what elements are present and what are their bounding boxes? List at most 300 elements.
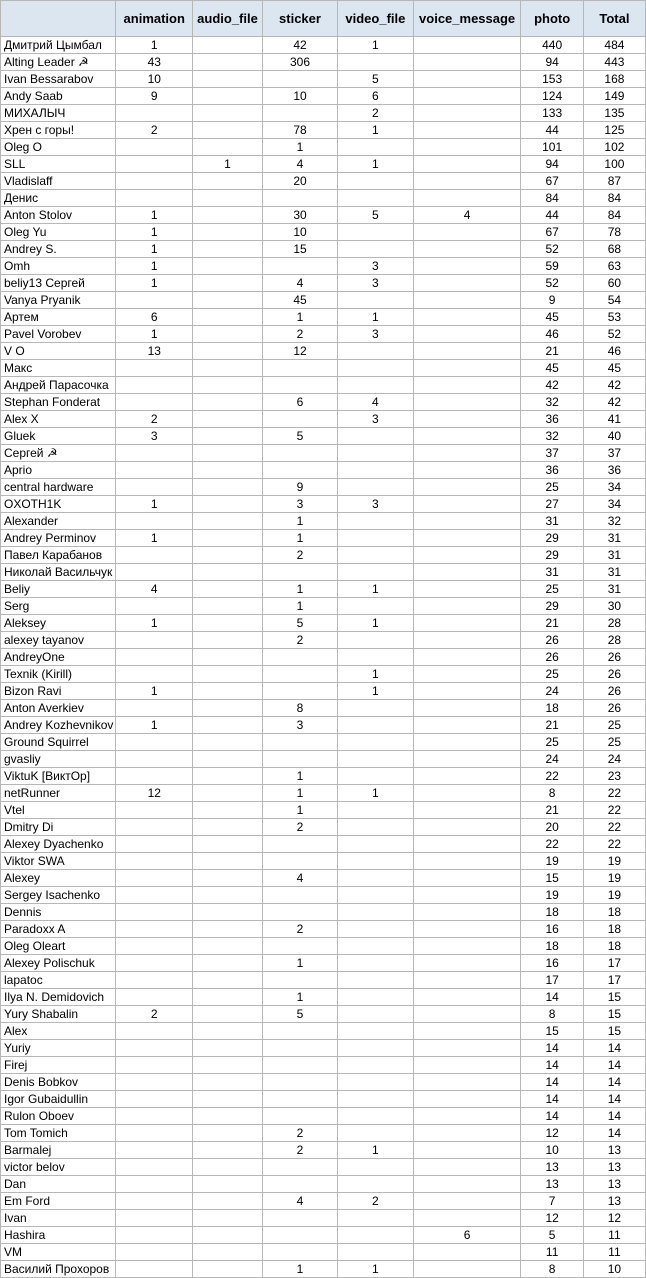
voice-message-cell[interactable]	[413, 904, 521, 921]
photo-cell[interactable]: 25	[521, 581, 583, 598]
voice-message-cell[interactable]	[413, 37, 521, 54]
user-name-cell[interactable]: Rulon Oboev	[1, 1108, 116, 1125]
video-file-cell[interactable]	[338, 479, 414, 496]
animation-cell[interactable]	[116, 292, 193, 309]
photo-cell[interactable]: 15	[521, 1023, 583, 1040]
user-name-cell[interactable]: Viktor SWA	[1, 853, 116, 870]
photo-cell[interactable]: 14	[521, 1040, 583, 1057]
photo-cell[interactable]: 153	[521, 71, 583, 88]
animation-cell[interactable]	[116, 819, 193, 836]
video-file-cell[interactable]: 3	[338, 275, 414, 292]
photo-cell[interactable]: 19	[521, 853, 583, 870]
animation-cell[interactable]: 9	[116, 88, 193, 105]
total-cell[interactable]: 22	[583, 836, 645, 853]
sticker-cell[interactable]	[262, 1210, 337, 1227]
animation-cell[interactable]	[116, 1125, 193, 1142]
animation-cell[interactable]: 2	[116, 411, 193, 428]
photo-cell[interactable]: 8	[521, 785, 583, 802]
audio-file-cell[interactable]	[193, 904, 263, 921]
sticker-cell[interactable]	[262, 1040, 337, 1057]
animation-cell[interactable]	[116, 156, 193, 173]
animation-cell[interactable]	[116, 1159, 193, 1176]
user-name-cell[interactable]: Barmalej	[1, 1142, 116, 1159]
animation-cell[interactable]: 1	[116, 224, 193, 241]
animation-cell[interactable]	[116, 1210, 193, 1227]
video-file-cell[interactable]	[338, 819, 414, 836]
total-cell[interactable]: 25	[583, 734, 645, 751]
audio-file-cell[interactable]	[193, 649, 263, 666]
voice-message-cell[interactable]	[413, 768, 521, 785]
user-name-cell[interactable]: Yuriy	[1, 1040, 116, 1057]
animation-cell[interactable]	[116, 972, 193, 989]
voice-message-cell[interactable]	[413, 462, 521, 479]
sticker-cell[interactable]	[262, 564, 337, 581]
voice-message-cell[interactable]	[413, 1244, 521, 1261]
column-header-animation[interactable]: animation	[116, 1, 193, 37]
animation-cell[interactable]	[116, 360, 193, 377]
animation-cell[interactable]	[116, 870, 193, 887]
total-cell[interactable]: 42	[583, 394, 645, 411]
sticker-cell[interactable]: 2	[262, 547, 337, 564]
total-cell[interactable]: 18	[583, 904, 645, 921]
video-file-cell[interactable]	[338, 564, 414, 581]
photo-cell[interactable]: 16	[521, 955, 583, 972]
sticker-cell[interactable]	[262, 360, 337, 377]
sticker-cell[interactable]	[262, 887, 337, 904]
voice-message-cell[interactable]	[413, 921, 521, 938]
video-file-cell[interactable]	[338, 1125, 414, 1142]
total-cell[interactable]: 14	[583, 1040, 645, 1057]
animation-cell[interactable]	[116, 598, 193, 615]
user-name-cell[interactable]: lapatoc	[1, 972, 116, 989]
voice-message-cell[interactable]	[413, 1006, 521, 1023]
animation-cell[interactable]	[116, 1142, 193, 1159]
animation-cell[interactable]	[116, 1261, 193, 1278]
voice-message-cell[interactable]	[413, 836, 521, 853]
column-header-photo[interactable]: photo	[521, 1, 583, 37]
voice-message-cell[interactable]	[413, 1159, 521, 1176]
user-name-cell[interactable]: Oleg Yu	[1, 224, 116, 241]
audio-file-cell[interactable]	[193, 394, 263, 411]
video-file-cell[interactable]	[338, 887, 414, 904]
user-name-cell[interactable]: Dennis	[1, 904, 116, 921]
video-file-cell[interactable]	[338, 1159, 414, 1176]
sticker-cell[interactable]: 3	[262, 717, 337, 734]
total-cell[interactable]: 14	[583, 1125, 645, 1142]
voice-message-cell[interactable]	[413, 258, 521, 275]
photo-cell[interactable]: 27	[521, 496, 583, 513]
user-name-cell[interactable]: beliy13 Сергей	[1, 275, 116, 292]
total-cell[interactable]: 15	[583, 1006, 645, 1023]
photo-cell[interactable]: 31	[521, 513, 583, 530]
audio-file-cell[interactable]	[193, 122, 263, 139]
animation-cell[interactable]	[116, 547, 193, 564]
photo-cell[interactable]: 19	[521, 887, 583, 904]
video-file-cell[interactable]	[338, 224, 414, 241]
user-name-cell[interactable]: Vanya Pryanik	[1, 292, 116, 309]
animation-cell[interactable]: 1	[116, 717, 193, 734]
user-name-cell[interactable]: Beliy	[1, 581, 116, 598]
photo-cell[interactable]: 67	[521, 173, 583, 190]
photo-cell[interactable]: 24	[521, 751, 583, 768]
audio-file-cell[interactable]	[193, 513, 263, 530]
audio-file-cell[interactable]	[193, 547, 263, 564]
voice-message-cell[interactable]	[413, 1142, 521, 1159]
photo-cell[interactable]: 16	[521, 921, 583, 938]
voice-message-cell[interactable]	[413, 394, 521, 411]
user-name-cell[interactable]: Firej	[1, 1057, 116, 1074]
total-cell[interactable]: 34	[583, 496, 645, 513]
user-name-cell[interactable]: Дмитрий Цымбал	[1, 37, 116, 54]
animation-cell[interactable]: 4	[116, 581, 193, 598]
sticker-cell[interactable]: 3	[262, 496, 337, 513]
sticker-cell[interactable]	[262, 751, 337, 768]
video-file-cell[interactable]	[338, 955, 414, 972]
photo-cell[interactable]: 44	[521, 122, 583, 139]
sticker-cell[interactable]: 42	[262, 37, 337, 54]
audio-file-cell[interactable]	[193, 1040, 263, 1057]
sticker-cell[interactable]	[262, 190, 337, 207]
total-cell[interactable]: 100	[583, 156, 645, 173]
voice-message-cell[interactable]	[413, 54, 521, 71]
photo-cell[interactable]: 124	[521, 88, 583, 105]
video-file-cell[interactable]: 1	[338, 615, 414, 632]
video-file-cell[interactable]	[338, 768, 414, 785]
sticker-cell[interactable]	[262, 1176, 337, 1193]
animation-cell[interactable]	[116, 904, 193, 921]
photo-cell[interactable]: 10	[521, 1142, 583, 1159]
audio-file-cell[interactable]	[193, 836, 263, 853]
animation-cell[interactable]: 2	[116, 1006, 193, 1023]
user-name-cell[interactable]: Omh	[1, 258, 116, 275]
voice-message-cell[interactable]	[413, 343, 521, 360]
total-cell[interactable]: 14	[583, 1074, 645, 1091]
animation-cell[interactable]: 1	[116, 275, 193, 292]
sticker-cell[interactable]: 20	[262, 173, 337, 190]
sticker-cell[interactable]	[262, 972, 337, 989]
audio-file-cell[interactable]	[193, 1074, 263, 1091]
voice-message-cell[interactable]	[413, 989, 521, 1006]
user-name-cell[interactable]: Ground Squirrel	[1, 734, 116, 751]
sticker-cell[interactable]: 4	[262, 1193, 337, 1210]
voice-message-cell[interactable]	[413, 700, 521, 717]
photo-cell[interactable]: 101	[521, 139, 583, 156]
video-file-cell[interactable]	[338, 1006, 414, 1023]
video-file-cell[interactable]	[338, 632, 414, 649]
photo-cell[interactable]: 8	[521, 1261, 583, 1278]
sticker-cell[interactable]	[262, 853, 337, 870]
user-name-cell[interactable]: Павел Карабанов	[1, 547, 116, 564]
user-name-cell[interactable]: Anton Stolov	[1, 207, 116, 224]
audio-file-cell[interactable]	[193, 479, 263, 496]
audio-file-cell[interactable]	[193, 1142, 263, 1159]
sticker-cell[interactable]	[262, 377, 337, 394]
sticker-cell[interactable]: 10	[262, 88, 337, 105]
sticker-cell[interactable]: 5	[262, 1006, 337, 1023]
video-file-cell[interactable]	[338, 598, 414, 615]
photo-cell[interactable]: 21	[521, 717, 583, 734]
animation-cell[interactable]: 1	[116, 530, 193, 547]
user-name-cell[interactable]: Tom Tomich	[1, 1125, 116, 1142]
audio-file-cell[interactable]	[193, 598, 263, 615]
sticker-cell[interactable]	[262, 105, 337, 122]
sticker-cell[interactable]: 78	[262, 122, 337, 139]
audio-file-cell[interactable]	[193, 1023, 263, 1040]
voice-message-cell[interactable]	[413, 785, 521, 802]
audio-file-cell[interactable]	[193, 1108, 263, 1125]
voice-message-cell[interactable]	[413, 139, 521, 156]
video-file-cell[interactable]	[338, 462, 414, 479]
photo-cell[interactable]: 45	[521, 360, 583, 377]
video-file-cell[interactable]	[338, 292, 414, 309]
user-name-cell[interactable]: Texnik (Kirill)	[1, 666, 116, 683]
voice-message-cell[interactable]	[413, 326, 521, 343]
photo-cell[interactable]: 7	[521, 1193, 583, 1210]
audio-file-cell[interactable]	[193, 241, 263, 258]
total-cell[interactable]: 34	[583, 479, 645, 496]
voice-message-cell[interactable]	[413, 479, 521, 496]
user-name-cell[interactable]: Хрен с горы!	[1, 122, 116, 139]
video-file-cell[interactable]	[338, 360, 414, 377]
animation-cell[interactable]	[116, 632, 193, 649]
total-cell[interactable]: 25	[583, 717, 645, 734]
animation-cell[interactable]: 1	[116, 241, 193, 258]
total-cell[interactable]: 28	[583, 632, 645, 649]
audio-file-cell[interactable]	[193, 819, 263, 836]
audio-file-cell[interactable]	[193, 955, 263, 972]
column-header-total[interactable]: Total	[583, 1, 645, 37]
voice-message-cell[interactable]	[413, 224, 521, 241]
video-file-cell[interactable]: 3	[338, 496, 414, 513]
video-file-cell[interactable]: 1	[338, 785, 414, 802]
photo-cell[interactable]: 9	[521, 292, 583, 309]
sticker-cell[interactable]: 45	[262, 292, 337, 309]
total-cell[interactable]: 63	[583, 258, 645, 275]
animation-cell[interactable]: 1	[116, 326, 193, 343]
voice-message-cell[interactable]	[413, 564, 521, 581]
video-file-cell[interactable]: 1	[338, 156, 414, 173]
audio-file-cell[interactable]	[193, 853, 263, 870]
video-file-cell[interactable]	[338, 1108, 414, 1125]
audio-file-cell[interactable]	[193, 224, 263, 241]
column-header-video-file[interactable]: video_file	[338, 1, 414, 37]
photo-cell[interactable]: 13	[521, 1176, 583, 1193]
audio-file-cell[interactable]	[193, 1159, 263, 1176]
video-file-cell[interactable]	[338, 700, 414, 717]
user-name-cell[interactable]: OXOTH1K	[1, 496, 116, 513]
photo-cell[interactable]: 12	[521, 1210, 583, 1227]
photo-cell[interactable]: 22	[521, 836, 583, 853]
photo-cell[interactable]: 52	[521, 241, 583, 258]
total-cell[interactable]: 17	[583, 972, 645, 989]
video-file-cell[interactable]: 3	[338, 411, 414, 428]
user-name-cell[interactable]: Hashira	[1, 1227, 116, 1244]
user-name-cell[interactable]: Alex X	[1, 411, 116, 428]
voice-message-cell[interactable]: 4	[413, 207, 521, 224]
user-name-cell[interactable]: Anton Averkiev	[1, 700, 116, 717]
user-name-cell[interactable]: gvasliy	[1, 751, 116, 768]
video-file-cell[interactable]	[338, 802, 414, 819]
total-cell[interactable]: 24	[583, 751, 645, 768]
sticker-cell[interactable]	[262, 462, 337, 479]
voice-message-cell[interactable]	[413, 360, 521, 377]
sticker-cell[interactable]	[262, 734, 337, 751]
audio-file-cell[interactable]	[193, 343, 263, 360]
total-cell[interactable]: 14	[583, 1108, 645, 1125]
voice-message-cell[interactable]	[413, 292, 521, 309]
total-cell[interactable]: 18	[583, 938, 645, 955]
animation-cell[interactable]	[116, 1193, 193, 1210]
total-cell[interactable]: 32	[583, 513, 645, 530]
animation-cell[interactable]	[116, 105, 193, 122]
sticker-cell[interactable]: 1	[262, 785, 337, 802]
total-cell[interactable]: 443	[583, 54, 645, 71]
audio-file-cell[interactable]	[193, 411, 263, 428]
voice-message-cell[interactable]	[413, 1125, 521, 1142]
sticker-cell[interactable]: 15	[262, 241, 337, 258]
photo-cell[interactable]: 29	[521, 547, 583, 564]
total-cell[interactable]: 31	[583, 530, 645, 547]
video-file-cell[interactable]	[338, 972, 414, 989]
audio-file-cell[interactable]	[193, 1210, 263, 1227]
total-cell[interactable]: 13	[583, 1142, 645, 1159]
video-file-cell[interactable]: 2	[338, 1193, 414, 1210]
video-file-cell[interactable]	[338, 734, 414, 751]
voice-message-cell[interactable]	[413, 122, 521, 139]
sticker-cell[interactable]	[262, 938, 337, 955]
user-name-cell[interactable]: Sergey Isachenko	[1, 887, 116, 904]
total-cell[interactable]: 19	[583, 870, 645, 887]
audio-file-cell[interactable]	[193, 1091, 263, 1108]
video-file-cell[interactable]	[338, 190, 414, 207]
sticker-cell[interactable]: 4	[262, 156, 337, 173]
voice-message-cell[interactable]	[413, 819, 521, 836]
photo-cell[interactable]: 8	[521, 1006, 583, 1023]
voice-message-cell[interactable]	[413, 428, 521, 445]
animation-cell[interactable]	[116, 1091, 193, 1108]
total-cell[interactable]: 60	[583, 275, 645, 292]
audio-file-cell[interactable]	[193, 989, 263, 1006]
sticker-cell[interactable]: 2	[262, 1142, 337, 1159]
animation-cell[interactable]	[116, 173, 193, 190]
photo-cell[interactable]: 25	[521, 479, 583, 496]
sticker-cell[interactable]: 1	[262, 989, 337, 1006]
user-name-cell[interactable]: Gluek	[1, 428, 116, 445]
animation-cell[interactable]	[116, 853, 193, 870]
total-cell[interactable]: 19	[583, 853, 645, 870]
total-cell[interactable]: 37	[583, 445, 645, 462]
video-file-cell[interactable]	[338, 853, 414, 870]
voice-message-cell[interactable]	[413, 411, 521, 428]
animation-cell[interactable]: 3	[116, 428, 193, 445]
sticker-cell[interactable]	[262, 666, 337, 683]
photo-cell[interactable]: 44	[521, 207, 583, 224]
video-file-cell[interactable]	[338, 836, 414, 853]
audio-file-cell[interactable]	[193, 1227, 263, 1244]
sticker-cell[interactable]	[262, 649, 337, 666]
video-file-cell[interactable]: 2	[338, 105, 414, 122]
video-file-cell[interactable]: 3	[338, 258, 414, 275]
audio-file-cell[interactable]	[193, 1057, 263, 1074]
sticker-cell[interactable]: 2	[262, 326, 337, 343]
video-file-cell[interactable]: 4	[338, 394, 414, 411]
sticker-cell[interactable]: 2	[262, 921, 337, 938]
photo-cell[interactable]: 84	[521, 190, 583, 207]
sticker-cell[interactable]	[262, 445, 337, 462]
animation-cell[interactable]	[116, 377, 193, 394]
user-name-cell[interactable]: Vladislaff	[1, 173, 116, 190]
video-file-cell[interactable]	[338, 377, 414, 394]
photo-cell[interactable]: 18	[521, 938, 583, 955]
user-name-cell[interactable]: Andrey S.	[1, 241, 116, 258]
sticker-cell[interactable]	[262, 71, 337, 88]
photo-cell[interactable]: 11	[521, 1244, 583, 1261]
video-file-cell[interactable]	[338, 1074, 414, 1091]
sticker-cell[interactable]: 1	[262, 581, 337, 598]
animation-cell[interactable]	[116, 989, 193, 1006]
user-name-cell[interactable]: Andrey Kozhevnikov	[1, 717, 116, 734]
video-file-cell[interactable]	[338, 870, 414, 887]
audio-file-cell[interactable]	[193, 717, 263, 734]
sticker-cell[interactable]: 4	[262, 870, 337, 887]
audio-file-cell[interactable]	[193, 530, 263, 547]
voice-message-cell[interactable]	[413, 241, 521, 258]
animation-cell[interactable]: 10	[116, 71, 193, 88]
total-cell[interactable]: 53	[583, 309, 645, 326]
animation-cell[interactable]: 1	[116, 615, 193, 632]
user-name-cell[interactable]: Alexander	[1, 513, 116, 530]
audio-file-cell[interactable]	[193, 54, 263, 71]
user-name-cell[interactable]: Денис	[1, 190, 116, 207]
user-name-cell[interactable]: Николай Васильчук	[1, 564, 116, 581]
video-file-cell[interactable]: 1	[338, 37, 414, 54]
user-name-cell[interactable]: alexey tayanov	[1, 632, 116, 649]
photo-cell[interactable]: 25	[521, 666, 583, 683]
video-file-cell[interactable]	[338, 343, 414, 360]
user-name-cell[interactable]: Igor Gubaidullin	[1, 1091, 116, 1108]
user-name-cell[interactable]: Dan	[1, 1176, 116, 1193]
voice-message-cell[interactable]	[413, 1091, 521, 1108]
total-cell[interactable]: 125	[583, 122, 645, 139]
video-file-cell[interactable]: 1	[338, 581, 414, 598]
audio-file-cell[interactable]	[193, 190, 263, 207]
video-file-cell[interactable]: 3	[338, 326, 414, 343]
video-file-cell[interactable]	[338, 139, 414, 156]
animation-cell[interactable]	[116, 768, 193, 785]
animation-cell[interactable]	[116, 513, 193, 530]
photo-cell[interactable]: 42	[521, 377, 583, 394]
sticker-cell[interactable]: 1	[262, 802, 337, 819]
sticker-cell[interactable]	[262, 1244, 337, 1261]
audio-file-cell[interactable]	[193, 173, 263, 190]
video-file-cell[interactable]	[338, 1023, 414, 1040]
photo-cell[interactable]: 67	[521, 224, 583, 241]
video-file-cell[interactable]	[338, 1040, 414, 1057]
audio-file-cell[interactable]	[193, 496, 263, 513]
sticker-cell[interactable]	[262, 1108, 337, 1125]
user-name-cell[interactable]: SLL	[1, 156, 116, 173]
total-cell[interactable]: 40	[583, 428, 645, 445]
audio-file-cell[interactable]	[193, 938, 263, 955]
animation-cell[interactable]	[116, 479, 193, 496]
sticker-cell[interactable]: 10	[262, 224, 337, 241]
total-cell[interactable]: 102	[583, 139, 645, 156]
sticker-cell[interactable]: 5	[262, 615, 337, 632]
video-file-cell[interactable]: 1	[338, 122, 414, 139]
sticker-cell[interactable]: 1	[262, 1261, 337, 1278]
voice-message-cell[interactable]	[413, 870, 521, 887]
photo-cell[interactable]: 26	[521, 632, 583, 649]
